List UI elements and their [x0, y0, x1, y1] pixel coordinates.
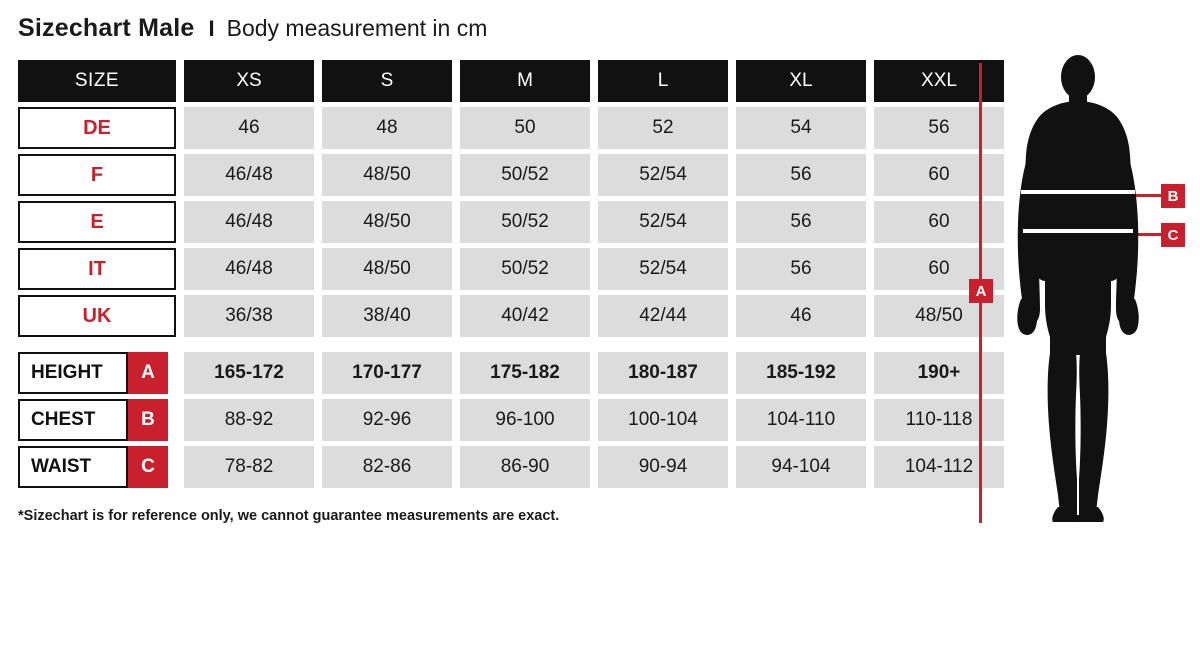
cell-f-s: 48/50 [322, 154, 452, 196]
table-row [18, 107, 965, 149]
cell-e-s: 48/50 [322, 201, 452, 243]
cell-height-s: 170-177 [322, 352, 452, 394]
table-row [18, 446, 974, 488]
cell-chest-xl: 104-110 [736, 399, 866, 441]
marker-key-b: B [128, 399, 168, 441]
cell-height-xl: 185-192 [736, 352, 866, 394]
row-label-de: DE [18, 107, 176, 149]
page-title [18, 14, 487, 43]
cell-it-s: 48/50 [322, 248, 452, 290]
header-size-s: S [322, 60, 452, 102]
body-figure [965, 55, 1190, 525]
cell-chest-l: 100-104 [598, 399, 728, 441]
cell-uk-xl: 46 [736, 295, 866, 337]
cell-it-xxl: 60 [874, 248, 1004, 290]
cell-e-m: 50/52 [460, 201, 590, 243]
row-label-chest: CHEST [18, 399, 128, 441]
cell-waist-m: 86-90 [460, 446, 590, 488]
cell-e-l: 52/54 [598, 201, 728, 243]
cell-uk-xs: 36/38 [184, 295, 314, 337]
cell-f-l: 52/54 [598, 154, 728, 196]
cell-de-xxl: 56 [874, 107, 1004, 149]
cell-it-xs: 46/48 [184, 248, 314, 290]
cell-chest-m: 96-100 [460, 399, 590, 441]
marker-a: A [969, 279, 993, 303]
cell-height-xxl: 190+ [874, 352, 1004, 394]
marker-b: B [1161, 184, 1185, 208]
cell-chest-xs: 88-92 [184, 399, 314, 441]
cell-uk-l: 42/44 [598, 295, 728, 337]
header-size-xl: XL [736, 60, 866, 102]
cell-f-xxl: 60 [874, 154, 1004, 196]
title-separator: I [208, 16, 215, 41]
title-main: Sizechart Male [18, 14, 195, 42]
footnote: *Sizechart is for reference only, we cannot guarantee measurements are exact. [18, 508, 560, 524]
row-label-f: F [18, 154, 176, 196]
row-label-it: IT [18, 248, 176, 290]
marker-key-a: A [128, 352, 168, 394]
cell-e-xl: 56 [736, 201, 866, 243]
row-label-waist: WAIST [18, 446, 128, 488]
cell-waist-l: 90-94 [598, 446, 728, 488]
table-row [18, 352, 965, 394]
cell-waist-xxl: 104-112 [874, 446, 1004, 488]
cell-f-xl: 56 [736, 154, 866, 196]
cell-height-xs: 165-172 [184, 352, 314, 394]
cell-f-xs: 46/48 [184, 154, 314, 196]
cell-it-l: 52/54 [598, 248, 728, 290]
cell-de-m: 50 [460, 107, 590, 149]
row-label-height: HEIGHT [18, 352, 128, 394]
cell-e-xxl: 60 [874, 201, 1004, 243]
row-label-uk: UK [18, 295, 176, 337]
cell-height-m: 175-182 [460, 352, 590, 394]
cell-waist-s: 82-86 [322, 446, 452, 488]
header-size-xs: XS [184, 60, 314, 102]
cell-height-l: 180-187 [598, 352, 728, 394]
male-silhouette-icon [1003, 55, 1153, 525]
cell-f-m: 50/52 [460, 154, 590, 196]
table-section-gap [18, 342, 965, 352]
cell-de-s: 48 [322, 107, 452, 149]
header-size-l: L [598, 60, 728, 102]
table-row [18, 248, 965, 290]
cell-uk-m: 40/42 [460, 295, 590, 337]
table-row [18, 399, 973, 441]
table-row [18, 154, 965, 196]
cell-it-m: 50/52 [460, 248, 590, 290]
cell-it-xl: 56 [736, 248, 866, 290]
cell-uk-s: 38/40 [322, 295, 452, 337]
sizechart-table [18, 60, 974, 488]
row-label-e: E [18, 201, 176, 243]
table-header-row [18, 60, 965, 102]
cell-de-xs: 46 [184, 107, 314, 149]
cell-de-l: 52 [598, 107, 728, 149]
cell-waist-xl: 94-104 [736, 446, 866, 488]
cell-waist-xs: 78-82 [184, 446, 314, 488]
cell-e-xs: 46/48 [184, 201, 314, 243]
header-size-xxl: XXL [874, 60, 1004, 102]
header-size-m: M [460, 60, 590, 102]
cell-de-xl: 54 [736, 107, 866, 149]
marker-key-c: C [128, 446, 168, 488]
header-label-size: SIZE [18, 60, 176, 102]
cell-chest-s: 92-96 [322, 399, 452, 441]
cell-chest-xxl: 110-118 [874, 399, 1004, 441]
cell-uk-xxl: 48/50 [874, 295, 1004, 337]
title-subtitle: Body measurement in cm [226, 15, 488, 41]
table-row [18, 201, 965, 243]
table-row [18, 295, 965, 337]
marker-c: C [1161, 223, 1185, 247]
